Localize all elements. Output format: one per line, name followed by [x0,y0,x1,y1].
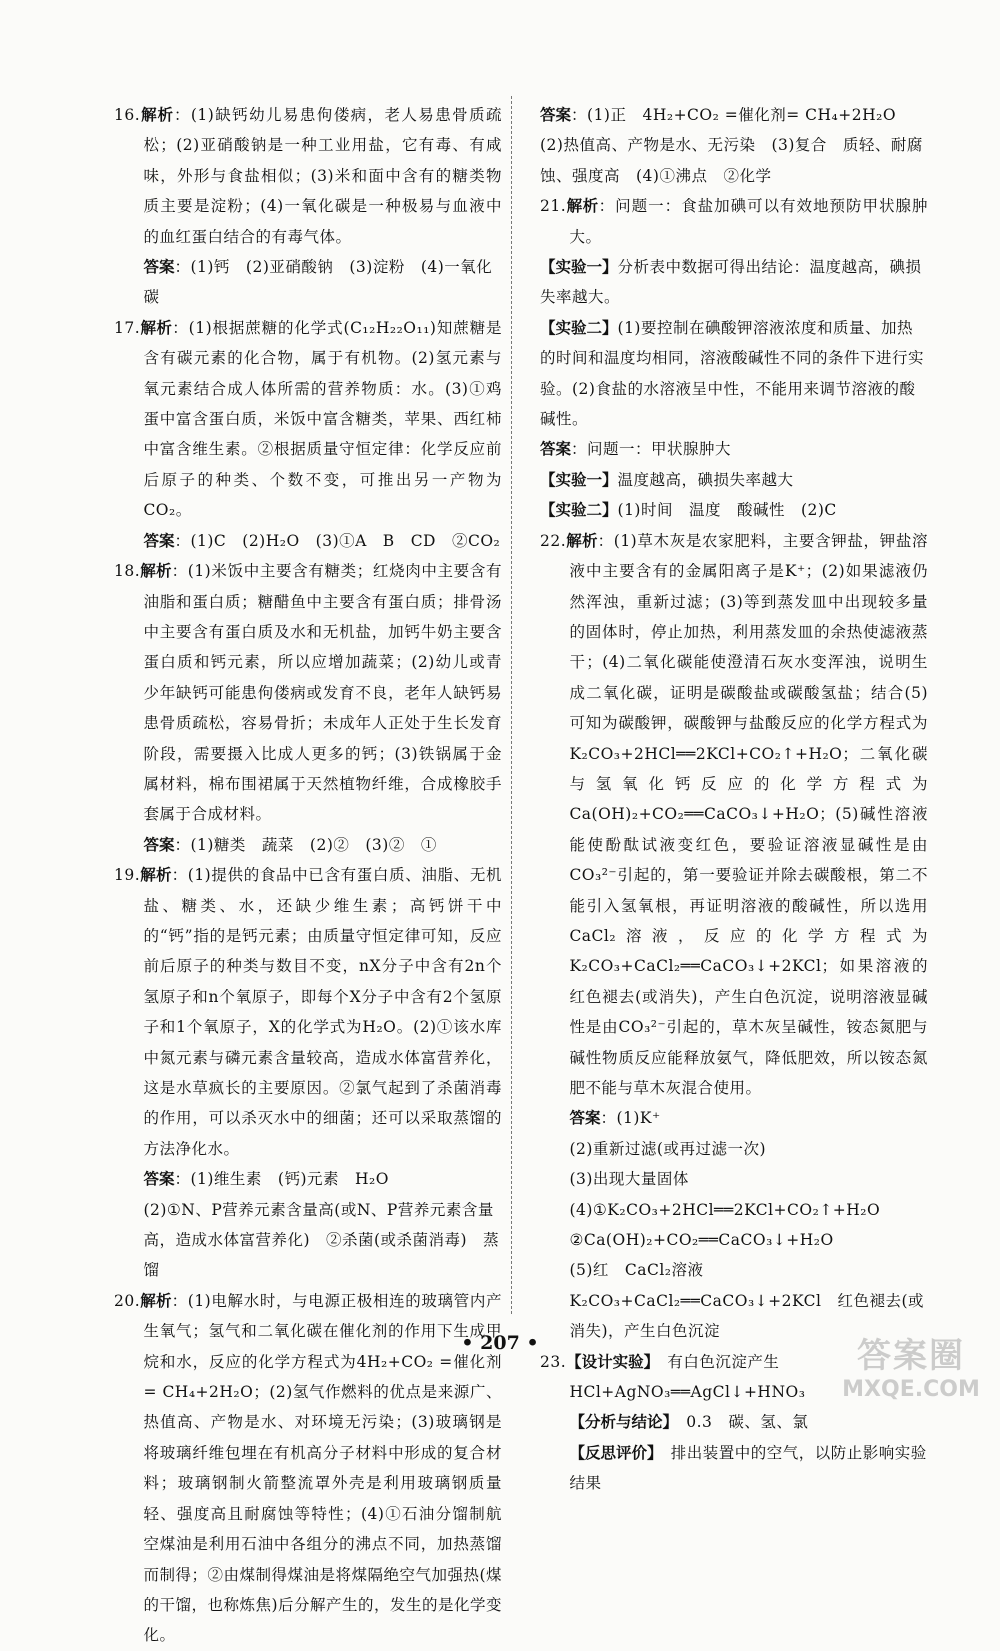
body-text: ：问题一：食盐加碘可以有效地预防甲状腺肿大。 [569,197,928,246]
body-text: (1)时间 温度 酸碱性 (2)C [617,501,837,520]
answer-line [540,130,928,191]
question-explanation [114,313,502,526]
watermark-logo [836,1336,986,1408]
body-text: ：(1)钙 (2)亚硝酸钠 (3)淀粉 (4)一氧化碳 [143,258,493,307]
body-text: (1)要控制在碘酸钾溶液浓度和质量、加热的时间和温度均相同，溶液酸碱性不同的条件下进行实验。(2)食盐的水溶液呈中性，不能用来调节溶液的酸碱性。 [540,318,925,429]
watermark-site: MXQE.COM [842,1377,980,1402]
body-text: ：(1)维生素 (钙)元素 H₂O [174,1170,389,1189]
section-label: 解析 [140,562,172,581]
question-explanation [114,556,502,830]
section-label: 答案 [569,1109,601,1128]
answer-line [540,465,928,495]
section-label: 【实验一】 [540,258,618,277]
body-text: (4)①K₂CO₃+2HCl══2KCl+CO₂↑+H₂O [569,1200,881,1219]
question-explanation [540,191,928,252]
section-label: 解析 [566,197,599,216]
section-label: 解析 [140,1291,172,1310]
column-divider [511,96,512,1314]
body-text: ：(1)缺钙幼儿易患佝偻病，老人易患骨质疏松；(2)亚硝酸钠是一种工业用盐，它有毒、有咸味，外形与食盐相似；(3)米和面中含有的糖类物质主要是淀粉；(4)一氧化碳是一种极易与血液中的血红蛋白结合的有毒气体。 [143,106,502,246]
section-label: 答案 [143,835,175,854]
body-text: (3)出现大量固体 [569,1170,689,1189]
question-number: 21. [540,197,567,216]
section-label: 【实验二】 [540,318,618,337]
answer-line [114,830,502,860]
section-label: 【实验二】 [540,501,618,520]
body-text: ：(1)草木灰是农家肥料，主要含钾盐，钾盐溶液中主要含有的金属阳离子是K⁺；(2)如果滤液仍然浑浊，重新过滤；(3)等到蒸发皿中出现较多量的固体时，停止加热，利用蒸发皿的余热使滤液蒸干；(4)二氧化碳能使澄清石灰水变浑浊，说明生成二氧化碳，证明是碳酸盐或碳酸氢盐；结合(5)可知为碳酸钾，碳酸钾与盐酸反应的化学方程式为K₂CO₃+2HCl══2KCl+CO₂↑+H₂O；二氧化碳与氢氧化钙反应的化学方程式为Ca(OH)₂+CO₂══CaCO₃↓+H₂O；(5)碱性溶液能使酚酞试液变红色，要验证溶液显碱性是由CO₃²⁻引起的，第一要验证并除去碳酸根，第二不能引入氢氧根，再证明溶液的酸碱性，所以选用CaCl₂溶液，反应的化学方程式为K₂CO₃+CaCl₂══CaCO₃↓+2KCl；如果溶液的红色褪去(或消失)，产生白色沉淀，说明溶液显碱性是由CO₃²⁻引起的，草木灰呈碱性，铵态氮肥与碱性物质反应能释放氨气，降低肥效，所以铵态氮肥不能与草木灰混合使用。 [569,531,928,1097]
section-label: 答案 [540,440,572,459]
section-label: 答案 [143,531,175,550]
question-number: 22. [540,531,567,550]
body-text: ：(1)正 4H₂+CO₂ =催化剂= CH₄+2H₂O [571,106,897,124]
body-text: (5)红 CaCl₂溶液 K₂CO₃+CaCl₂══CaCO₃↓+2KCl 红色褪去(或消失)，产生白色沉淀 [569,1261,925,1341]
question-number: 18. [114,562,141,581]
body-text: ：(1)米饭中主要含有糖类；红烧肉中主要含有油脂和蛋白质；糖醋鱼中主要含有蛋白质；排骨汤中主要含有蛋白质及水和无机盐，加钙牛奶主要含蛋白质和钙元素，所以应增加蔬菜；(2)幼儿或青少年缺钙可能患佝偻病或发育不良，老年人缺钙易患骨质疏松，容易骨折；未成年人正处于生长发育阶段，需要摄入比成人更多的钙；(3)铁锅属于金属材料，棉布围裙属于天然植物纤维，合成橡胶手套属于合成材料。 [143,562,502,824]
right-column [540,100,928,1499]
answer-line [540,495,928,525]
section-label: 【设计实验】 [566,1352,652,1371]
body-text: (2)热值高、产物是水、无污染 (3)复合 质轻、耐腐蚀、强度高 (4)①沸点 ②化学 [540,136,923,185]
section-label: 答案 [143,1170,175,1189]
answer-continuation [114,1195,502,1286]
answer-line [540,313,928,435]
body-text: ：(1)提供的食品中已含有蛋白质、油脂、无机盐、糖类、水，还缺少维生素；高钙饼干中的“钙”指的是钙元素；由质量守恒定律可知，反应前后原子的种类与数目不变，nX分子中含有2n个氢原子和n个氧原子，即每个X分子中含有2个氢原子和1个氧原子，X的化学式为H₂O。(2)①该水库中氮元素与磷元素含量较高，造成水体富营养化，这是水草疯长的主要原因。②氯气起到了杀菌消毒的作用，可以杀灭水中的细菌；还可以采取蒸馏的方法净化水。 [143,866,502,1158]
question-number: 16. [114,106,141,124]
section-label: 解析 [140,866,172,885]
section-label: 解析 [140,106,174,124]
question-explanation [114,860,502,1164]
section-label: 解析 [566,531,598,550]
body-text: (2)重新过滤(或再过滤一次) [569,1139,766,1158]
body-text: 温度越高，碘损失率越大 [617,470,794,489]
body-text: 分析表中数据可得出结论：温度越高，碘损失率越大。 [540,258,922,307]
answer-line [540,100,928,130]
body-text: ：(1)糖类 蔬菜 (2)② (3)② ① [174,835,437,854]
body-text: HCl+AgNO₃══AgCl↓+HNO₃ [569,1383,806,1402]
section-label: 【反思评价】 [569,1443,655,1462]
answer-continuation [540,1195,928,1225]
body-text: ：(1)电解水时，与电源正极相连的玻璃管内产生氧气；氢气和二氧化碳在催化剂的作用下生成甲烷和水，反应的化学方程式为4H₂+CO₂ =催化剂= CH₄+2H₂O；(2)氢气作燃料的优点是来源广、热值高、产物是水、对环境无污染；(3)玻璃钢是将玻璃纤维包埋在有机高分子材料中形成的复合材料；玻璃钢制火箭整流罩外壳是利用玻璃钢质量轻、强度高且耐腐蚀等特性；(4)①石油分馏制航空煤油是利用石油中各组分的沸点不同，加热蒸馏而制得；②由煤制得煤油是将煤隔绝空气加强热(煤的干馏，也称炼焦)后分解产生的，发生的是化学变化。 [143,1291,502,1645]
body-text: ：问题一：甲状腺肿大 [571,440,732,459]
body-text: 0.3 碳、氢、氯 [670,1413,809,1432]
watermark-brand: 答案圈 [857,1336,965,1376]
body-text: ：(1)C (2)H₂O (3)①A B CD ②CO₂ [174,531,501,550]
body-text: ：(1)K⁺ [600,1109,661,1128]
answer-continuation [540,1164,928,1194]
page-number: • 207 • [461,1332,539,1354]
section-label: 【分析与结论】 [569,1413,671,1432]
body-text: 有白色沉淀产生 [651,1352,780,1371]
answer-line [540,252,928,313]
answer-continuation [540,1438,928,1499]
answer-line [114,252,502,313]
answer-line [114,526,502,556]
answer-continuation [540,1225,928,1255]
body-text: ：(1)根据蔗糖的化学式(C₁₂H₂₂O₁₁)知蔗糖是含有碳元素的化合物，属于有机物。(2)氢元素与氧元素结合成人体所需的营养物质：水。(3)①鸡蛋中富含蛋白质，米饭中富含糖类，苹果、西红柿中富含维生素。②根据质量守恒定律：化学反应前后原子的种类、个数不变，可推出另一产物为CO₂。 [143,318,502,520]
answer-line [114,1164,502,1194]
body-text: ②Ca(OH)₂+CO₂══CaCO₃↓+H₂O [569,1231,834,1250]
body-text: 排出装置中的空气，以防止影响实验结果 [569,1443,927,1493]
question-number: 23. [540,1352,567,1371]
answer-continuation [540,1134,928,1164]
question-number: 17. [114,318,141,337]
question-explanation [540,526,928,1104]
question-number: 20. [114,1291,141,1310]
body-text: (2)①N、P营养元素含量高(或N、P营养元素含量高，造成水体富营养化) ②杀菌(或杀菌消毒) 蒸馏 [143,1200,500,1280]
left-column [114,100,502,1651]
question-explanation [114,100,502,252]
section-label: 解析 [140,318,173,337]
section-label: 【实验一】 [540,470,618,489]
answer-line [540,434,928,464]
answer-line [540,1103,928,1133]
section-label: 答案 [540,106,572,124]
answer-continuation [540,1407,928,1437]
question-number: 19. [114,866,141,885]
section-label: 答案 [143,258,175,277]
